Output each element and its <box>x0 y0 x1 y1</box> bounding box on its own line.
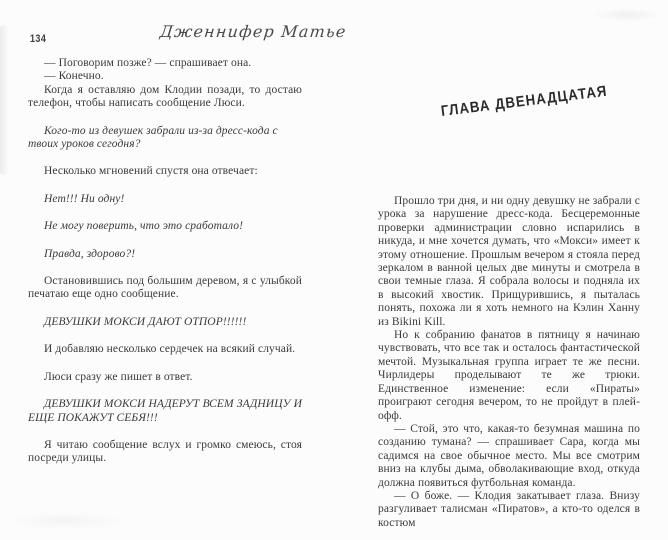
paragraph-text-message: Нет!!! Ни одну! <box>44 192 125 205</box>
left-page <box>28 22 348 465</box>
chapter-heading: ГЛАВА ДВЕНАДЦАТАЯ <box>440 82 609 120</box>
paragraph: Прошло три дня, и ни одну девушку не забрали с урока за нарушение дресс-кода. Бесцеремонные проверки администрации словно испарились в никуда, и мне хочется думать, что «Мокси» имеет к этому отношение. Прошлым вечером я стояла перед зеркалом в ванной целых две минуты и смотрела в свои темные глаза. Я собрала волосы и подняла их в высокий хвостик. Прищурившись, я пыталась понять, похожа ли я хоть немного на Кэлин Ханну из Bikini Kill. <box>378 195 640 328</box>
paragraph: Несколько мгновений спустя она отвечает: <box>44 165 258 178</box>
paragraph: Люси сразу же пишет в ответ. <box>44 370 193 383</box>
paragraph-dialogue: — Стой, это что, какая-то безумная машина по созданию тумана? — спрашивает Сара, когда мы садимся на свое обычное место. Мы все смотрим вниз на клубы дыма, обволакивающие вход, откуда должна появиться футбольная команда. <box>378 422 640 489</box>
right-page-body <box>378 195 640 530</box>
paragraph-text-message: Кого-то из девушек забрали из-за дресс-кода с твоих уроков сегодня? <box>28 124 278 151</box>
paragraph: И добавляю несколько сердечек на всякий случай. <box>44 343 296 356</box>
paragraph: Я читаю сообщение вслух и громко смеюсь, стоя посреди улицы. <box>28 438 302 465</box>
running-header-author: Дженнифер Матье <box>159 22 348 41</box>
left-page-body <box>28 57 302 466</box>
scan-smudge <box>592 8 662 22</box>
paragraph: Остановившись под большим деревом, я с улыбкой печатаю еще одно сообщение. <box>28 275 302 301</box>
scan-smudge <box>6 512 126 530</box>
paragraph: Но к собранию фанатов в пятницу я начинаю чувствовать, что все так и осталось фантастической мечтой. Музыкальная группа играет те же песни. Чирлидеры проделывают те же трюки. Единственное изменение: если «Пираты» проиграют сегодня вечером, то не пройдут в плей-офф. <box>378 329 640 422</box>
paragraph-text-message: Правда, здорово?! <box>44 247 136 260</box>
paragraph-text-message: Не могу поверить, что это сработало! <box>44 220 244 233</box>
left-page-header <box>28 22 348 60</box>
paragraph-dialogue: — Поговорим позже? — спрашивает она. <box>44 57 252 69</box>
paragraph-dialogue: — Конечно. <box>44 70 104 83</box>
scan-smudge <box>0 25 9 175</box>
page-number: 134 <box>30 33 47 45</box>
paragraph: Когда я оставляю дом Клодии позади, то достаю телефон, чтобы написать сообщение Люси. <box>28 83 302 110</box>
paragraph-text-message-caps: ДЕВУШКИ МОКСИ ДАЮТ ОТПОР!!!!!! <box>44 315 247 328</box>
paragraph-dialogue: — О боже. — Клодия закатывает глаза. Внизу разгуливает талисман «Пиратов», а кто-то оделся в костюм <box>378 489 640 529</box>
paragraph-text-message-caps: ДЕВУШКИ МОКСИ НАДЕРУТ ВСЕМ ЗАДНИЦУ И ЕЩЕ ПОКАЖУТ СЕБЯ!!! <box>28 398 302 424</box>
